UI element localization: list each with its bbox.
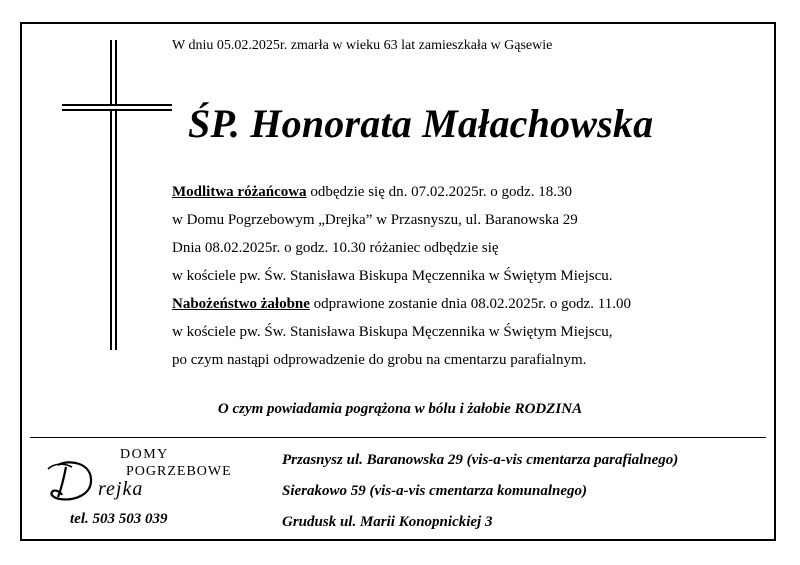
- address-item: Grudusk ul. Marii Konopnickiej 3: [282, 514, 493, 530]
- footer-divider: [30, 437, 766, 438]
- drejka-logo: [40, 447, 230, 509]
- detail-line-1: Modlitwa różańcowa odbędzie się dn. 07.02.2025r. o godz. 18.30: [172, 184, 572, 200]
- logo-domy: DOMY: [120, 447, 169, 462]
- funeral-label: Nabożeństwo żałobne: [172, 296, 310, 312]
- logo-pogrzebowe: POGRZEBOWE: [126, 464, 232, 479]
- rosary-label: Modlitwa różańcowa: [172, 184, 307, 200]
- logo-rejka: rejka: [98, 478, 144, 500]
- detail-line-7: po czym nastąpi odprowadzenie do grobu na cmentarzu parafialnym.: [172, 352, 587, 368]
- ceremony-details: [172, 178, 631, 374]
- logo-d-monogram-icon: [44, 457, 96, 505]
- address-item: Sierakowo 59 (vis-a-vis cmentarza komunalnego): [282, 483, 588, 499]
- deceased-name: ŚP. Honorata Małachowska: [188, 101, 654, 146]
- phone-number: tel. 503 503 039: [70, 511, 168, 527]
- closing-text: O czym powiadamia pogrążona w bólu i żałobie RODZINA: [217, 401, 583, 417]
- detail-line-3: Dnia 08.02.2025r. o godz. 10.30 różaniec odbędzie się: [172, 240, 499, 256]
- detail-line-5: Nabożeństwo żałobne odprawione zostanie dnia 08.02.2025r. o godz. 11.00: [172, 296, 631, 312]
- cross-bar: [62, 104, 172, 111]
- detail-line-4: w kościele pw. Św. Stanisława Biskupa Męczennika w Świętym Miejscu.: [172, 268, 613, 284]
- detail-line-6: w kościele pw. Św. Stanisława Biskupa Męczennika w Świętym Miejscu,: [172, 324, 613, 340]
- address-item: Przasnysz ul. Baranowska 29 (vis-a-vis cmentarza parafialnego): [282, 452, 679, 468]
- cross-icon: [110, 40, 117, 350]
- detail-line-2: w Domu Pogrzebowym „Drejka” w Przasnyszu, ul. Baranowska 29: [172, 212, 578, 228]
- address-list: [282, 445, 678, 538]
- intro-text: W dniu 05.02.2025r. zmarła w wieku 63 lat zamieszkała w Gąsewie: [172, 38, 553, 53]
